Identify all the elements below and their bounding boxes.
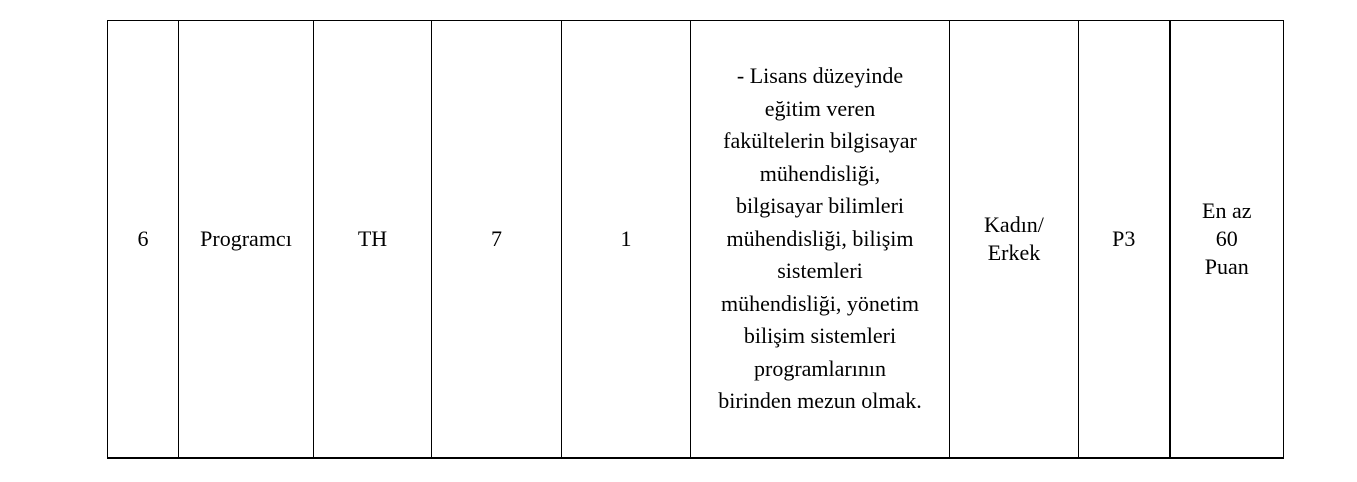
grade-cell (432, 21, 562, 458)
requirement-cell (691, 21, 950, 458)
position-title-cell (179, 21, 314, 458)
min-score: En az 60 Puan (1202, 197, 1252, 279)
kpss-type: P3 (1112, 226, 1136, 252)
kpss-type-cell (1079, 21, 1170, 458)
count-cell (562, 21, 691, 458)
position-type-cell (314, 21, 432, 458)
row-number: 6 (137, 226, 149, 252)
min-score-cell (1170, 21, 1284, 458)
table-row (108, 21, 1284, 458)
requirement-text: - Lisans düzeyinde eğitim veren fakültelerin bilgisayar mühendisliği, bilgisayar bilimleri mühendisliği, bilişim sistemleri mühendisliği, yönetim bilişim sistemleri programlarının birinden mezun olmak. (718, 63, 922, 413)
grade: 7 (491, 226, 502, 252)
position-type: TH (357, 226, 388, 252)
job-position-table (107, 20, 1284, 459)
row-number-cell (108, 21, 179, 458)
gender: Kadın/ Erkek (984, 211, 1044, 265)
gender-cell (950, 21, 1079, 458)
position-title: Programcı (200, 226, 292, 252)
position-count: 1 (620, 226, 632, 252)
